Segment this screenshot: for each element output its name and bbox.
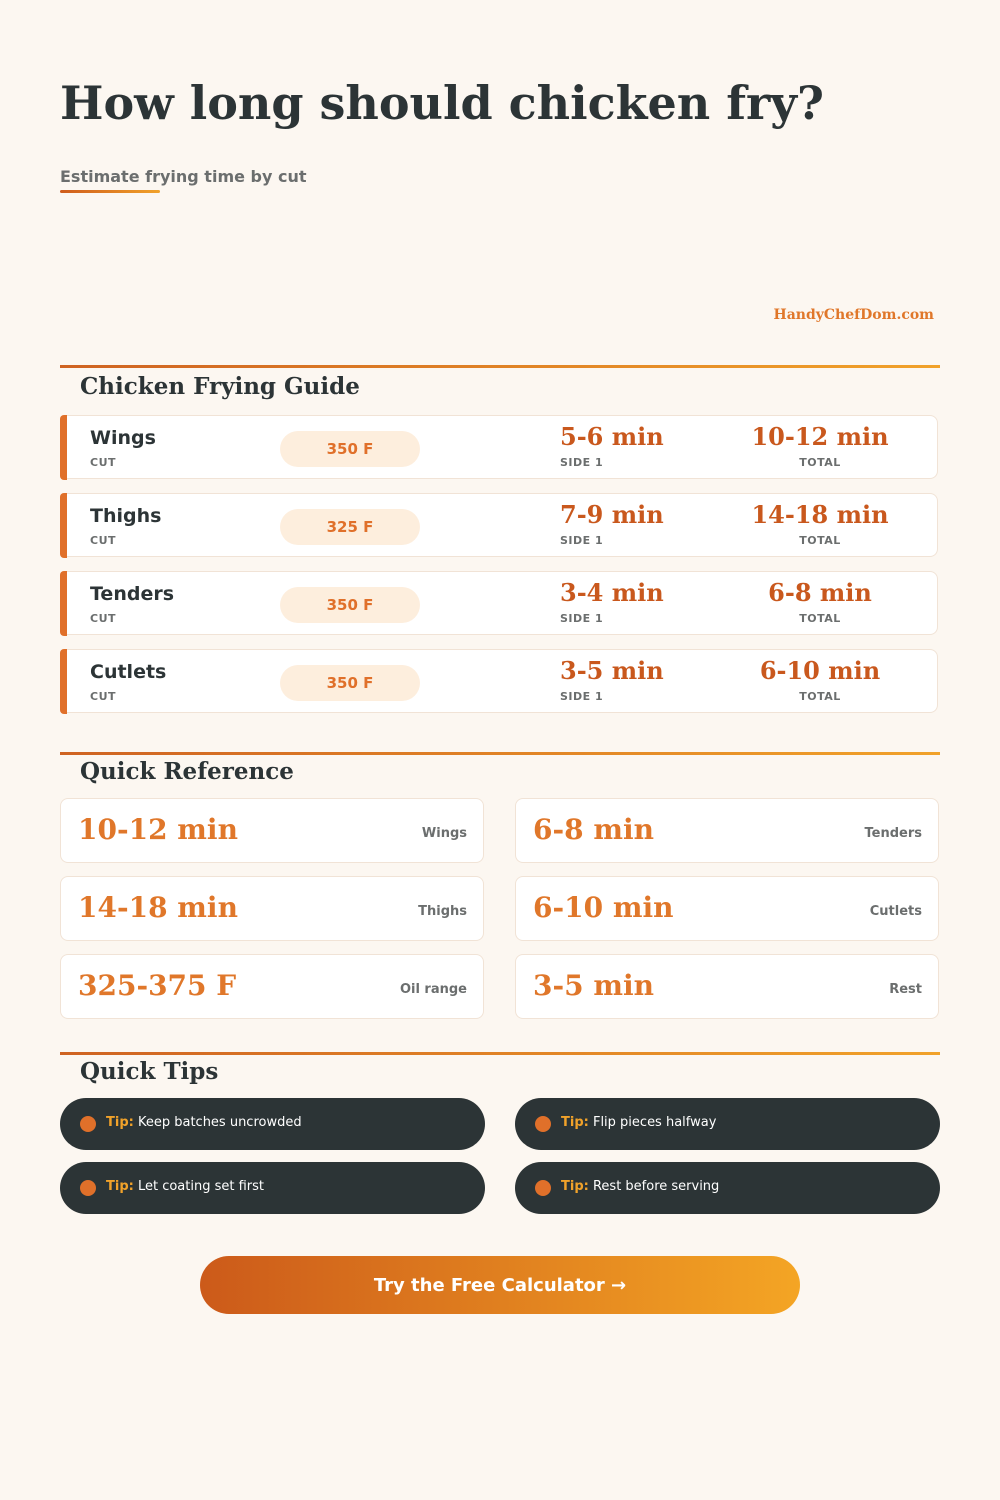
reference-value: 3-5 min <box>533 969 654 1002</box>
guide-row-tenders <box>60 571 938 635</box>
reference-value: 6-8 min <box>533 813 654 846</box>
reference-value: 14-18 min <box>78 891 238 924</box>
guide-title: Chicken Frying Guide <box>80 373 360 400</box>
subtitle-underline <box>60 190 160 193</box>
reference-card-cutlets <box>515 876 939 941</box>
reference-divider <box>60 752 940 755</box>
tip-prefix: Tip: <box>106 1115 134 1130</box>
side-time: 3-4 min <box>560 578 664 607</box>
reference-card-rest <box>515 954 939 1019</box>
side-label: SIDE 1 <box>560 690 604 703</box>
calculator-cta-button[interactable]: Try the Free Calculator → <box>200 1256 800 1314</box>
tip-bullet-icon <box>80 1116 96 1132</box>
guide-divider <box>60 365 940 368</box>
tip-bullet-icon <box>80 1180 96 1196</box>
tip-content: Keep batches uncrowded <box>137 1115 302 1130</box>
tip-item <box>515 1162 940 1214</box>
side-time: 3-5 min <box>560 656 664 685</box>
cut-name: Thighs <box>90 505 162 527</box>
cut-name: Cutlets <box>90 661 167 683</box>
tip-prefix: Tip: <box>561 1179 589 1194</box>
tip-prefix: Tip: <box>106 1179 134 1194</box>
tip-text <box>561 1115 716 1130</box>
reference-label: Tenders <box>864 826 922 841</box>
reference-card-wings <box>60 798 484 863</box>
row-accent-bar <box>60 493 67 558</box>
tip-item <box>515 1098 940 1150</box>
tip-item <box>60 1098 485 1150</box>
tip-bullet-icon <box>535 1180 551 1196</box>
reference-label: Thighs <box>418 904 467 919</box>
tip-item <box>60 1162 485 1214</box>
side-time: 7-9 min <box>560 500 664 529</box>
tip-prefix: Tip: <box>561 1115 589 1130</box>
reference-label: Rest <box>889 982 922 997</box>
tip-content: Let coating set first <box>137 1179 265 1194</box>
tips-title: Quick Tips <box>80 1058 219 1085</box>
reference-card-tenders <box>515 798 939 863</box>
temperature-badge: 325 F <box>280 509 420 545</box>
side-label: SIDE 1 <box>560 534 604 547</box>
row-accent-bar <box>60 649 67 714</box>
guide-row-cutlets <box>60 649 938 713</box>
reference-title: Quick Reference <box>80 758 294 785</box>
brand-name: HandyChefDom.com <box>773 307 934 323</box>
page-subtitle: Estimate frying time by cut <box>60 167 307 186</box>
tip-text <box>106 1179 264 1194</box>
temperature-badge: 350 F <box>280 431 420 467</box>
page-title: How long should chicken fry? <box>60 76 824 130</box>
temperature-badge: 350 F <box>280 587 420 623</box>
row-accent-bar <box>60 571 67 636</box>
total-time: 6-10 min <box>759 656 881 685</box>
tip-content: Flip pieces halfway <box>592 1115 717 1130</box>
total-time: 14-18 min <box>751 500 889 529</box>
tips-divider <box>60 1052 940 1055</box>
reference-label: Cutlets <box>869 904 922 919</box>
temperature-badge: 350 F <box>280 665 420 701</box>
cut-name: Wings <box>90 427 156 449</box>
total-label: TOTAL <box>799 612 841 625</box>
reference-label: Oil range <box>399 982 467 997</box>
total-label: TOTAL <box>799 534 841 547</box>
reference-label: Wings <box>421 826 467 841</box>
reference-value: 10-12 min <box>78 813 238 846</box>
cut-label: CUT <box>90 534 117 547</box>
tip-content: Rest before serving <box>592 1179 720 1194</box>
guide-row-wings <box>60 415 938 479</box>
total-time: 10-12 min <box>751 422 889 451</box>
cut-label: CUT <box>90 612 117 625</box>
side-label: SIDE 1 <box>560 612 604 625</box>
row-accent-bar <box>60 415 67 480</box>
reference-card-oil-range <box>60 954 484 1019</box>
total-label: TOTAL <box>799 456 841 469</box>
tip-text <box>106 1115 302 1130</box>
reference-card-thighs <box>60 876 484 941</box>
reference-value: 6-10 min <box>533 891 674 924</box>
reference-value: 325-375 F <box>78 969 237 1002</box>
total-time: 6-8 min <box>768 578 872 607</box>
cut-label: CUT <box>90 456 117 469</box>
guide-row-thighs <box>60 493 938 557</box>
cut-name: Tenders <box>90 583 175 605</box>
total-label: TOTAL <box>799 690 841 703</box>
tip-text <box>561 1179 719 1194</box>
side-time: 5-6 min <box>560 422 664 451</box>
cut-label: CUT <box>90 690 117 703</box>
side-label: SIDE 1 <box>560 456 604 469</box>
tip-bullet-icon <box>535 1116 551 1132</box>
